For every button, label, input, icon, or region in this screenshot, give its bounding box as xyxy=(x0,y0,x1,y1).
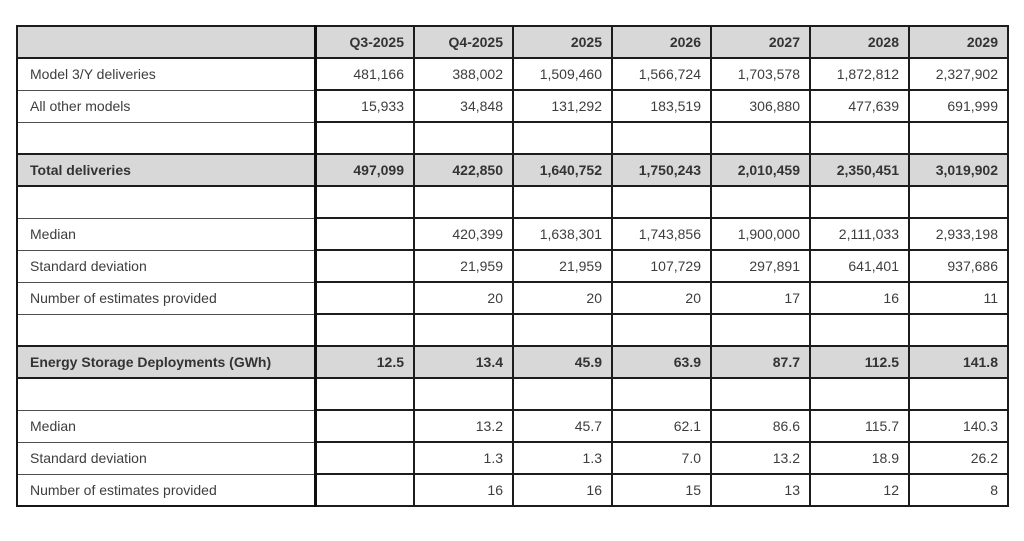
cell-value: 7.0 xyxy=(612,442,711,474)
cell-value xyxy=(909,122,1008,154)
cell-value xyxy=(810,186,909,218)
section-total-row xyxy=(17,346,1008,378)
cell-value xyxy=(315,282,414,314)
cell-value xyxy=(414,122,513,154)
cell-value: 2,933,198 xyxy=(909,218,1008,250)
column-header: 2028 xyxy=(810,26,909,58)
row-label: Total deliveries xyxy=(17,154,315,186)
cell-value: 8 xyxy=(909,474,1008,506)
cell-value xyxy=(513,378,612,410)
cell-value: 641,401 xyxy=(810,250,909,282)
cell-value: 16 xyxy=(513,474,612,506)
cell-value: 1,872,812 xyxy=(810,58,909,90)
cell-value: 1,566,724 xyxy=(612,58,711,90)
cell-value: 107,729 xyxy=(612,250,711,282)
cell-value: 2,010,459 xyxy=(711,154,810,186)
cell-value: 17 xyxy=(711,282,810,314)
cell-value: 86.6 xyxy=(711,410,810,442)
column-header: Q3-2025 xyxy=(315,26,414,58)
cell-value: 497,099 xyxy=(315,154,414,186)
cell-value: 3,019,902 xyxy=(909,154,1008,186)
cell-value xyxy=(810,314,909,346)
column-header: 2029 xyxy=(909,26,1008,58)
cell-value: 691,999 xyxy=(909,90,1008,122)
cell-value: 1,900,000 xyxy=(711,218,810,250)
cell-value: 15,933 xyxy=(315,90,414,122)
cell-value: 1,638,301 xyxy=(513,218,612,250)
cell-value: 26.2 xyxy=(909,442,1008,474)
cell-value xyxy=(315,186,414,218)
cell-value: 34,848 xyxy=(414,90,513,122)
cell-value xyxy=(513,122,612,154)
table-row xyxy=(17,218,1008,250)
cell-value xyxy=(315,442,414,474)
table-row xyxy=(17,410,1008,442)
column-header: 2027 xyxy=(711,26,810,58)
table-row xyxy=(17,474,1008,506)
spacer-row xyxy=(17,378,1008,410)
cell-value: 13.2 xyxy=(414,410,513,442)
spacer-row xyxy=(17,186,1008,218)
cell-value: 20 xyxy=(612,282,711,314)
row-label: Number of estimates provided xyxy=(17,282,315,314)
cell-value: 1,703,578 xyxy=(711,58,810,90)
table-row xyxy=(17,250,1008,282)
cell-value: 21,959 xyxy=(513,250,612,282)
cell-value: 422,850 xyxy=(414,154,513,186)
cell-value: 12 xyxy=(810,474,909,506)
cell-value: 388,002 xyxy=(414,58,513,90)
cell-value xyxy=(414,186,513,218)
cell-value xyxy=(711,378,810,410)
cell-value: 1,640,752 xyxy=(513,154,612,186)
cell-value: 112.5 xyxy=(810,346,909,378)
cell-value: 13.4 xyxy=(414,346,513,378)
cell-value: 183,519 xyxy=(612,90,711,122)
cell-value: 63.9 xyxy=(612,346,711,378)
row-label xyxy=(17,122,315,154)
cell-value xyxy=(909,314,1008,346)
cell-value: 13 xyxy=(711,474,810,506)
cell-value: 2,327,902 xyxy=(909,58,1008,90)
spacer-row xyxy=(17,314,1008,346)
column-header: 2025 xyxy=(513,26,612,58)
cell-value xyxy=(414,378,513,410)
row-label: Median xyxy=(17,218,315,250)
row-label: Number of estimates provided xyxy=(17,474,315,506)
cell-value xyxy=(513,314,612,346)
cell-value xyxy=(315,218,414,250)
cell-value: 2,111,033 xyxy=(810,218,909,250)
cell-value: 45.9 xyxy=(513,346,612,378)
cell-value xyxy=(612,186,711,218)
corner-cell xyxy=(17,26,315,58)
cell-value xyxy=(909,378,1008,410)
cell-value xyxy=(315,474,414,506)
row-label: Standard deviation xyxy=(17,250,315,282)
row-label xyxy=(17,186,315,218)
row-label: Standard deviation xyxy=(17,442,315,474)
row-label: Model 3/Y deliveries xyxy=(17,58,315,90)
cell-value: 12.5 xyxy=(315,346,414,378)
cell-value: 115.7 xyxy=(810,410,909,442)
cell-value xyxy=(612,314,711,346)
cell-value: 18.9 xyxy=(810,442,909,474)
cell-value xyxy=(711,186,810,218)
cell-value: 11 xyxy=(909,282,1008,314)
cell-value: 21,959 xyxy=(414,250,513,282)
cell-value: 306,880 xyxy=(711,90,810,122)
cell-value xyxy=(612,122,711,154)
column-header: Q4-2025 xyxy=(414,26,513,58)
cell-value: 141.8 xyxy=(909,346,1008,378)
row-label: Energy Storage Deployments (GWh) xyxy=(17,346,315,378)
cell-value: 420,399 xyxy=(414,218,513,250)
cell-value: 1.3 xyxy=(414,442,513,474)
cell-value: 131,292 xyxy=(513,90,612,122)
cell-value xyxy=(810,378,909,410)
cell-value: 16 xyxy=(810,282,909,314)
cell-value: 87.7 xyxy=(711,346,810,378)
cell-value xyxy=(711,314,810,346)
cell-value xyxy=(909,186,1008,218)
cell-value xyxy=(315,410,414,442)
section-total-row xyxy=(17,154,1008,186)
cell-value: 297,891 xyxy=(711,250,810,282)
estimates-table-container xyxy=(16,25,1009,507)
cell-value xyxy=(810,122,909,154)
row-label xyxy=(17,314,315,346)
cell-value: 16 xyxy=(414,474,513,506)
cell-value: 20 xyxy=(414,282,513,314)
cell-value: 45.7 xyxy=(513,410,612,442)
cell-value xyxy=(315,378,414,410)
cell-value: 1,750,243 xyxy=(612,154,711,186)
cell-value xyxy=(315,314,414,346)
estimates-table xyxy=(16,25,1009,507)
row-label: Median xyxy=(17,410,315,442)
table-body xyxy=(17,58,1008,506)
cell-value: 62.1 xyxy=(612,410,711,442)
cell-value: 477,639 xyxy=(810,90,909,122)
cell-value: 20 xyxy=(513,282,612,314)
cell-value xyxy=(315,250,414,282)
cell-value: 15 xyxy=(612,474,711,506)
cell-value xyxy=(711,122,810,154)
cell-value: 1,509,460 xyxy=(513,58,612,90)
column-header: 2026 xyxy=(612,26,711,58)
table-row xyxy=(17,58,1008,90)
cell-value: 1,743,856 xyxy=(612,218,711,250)
cell-value xyxy=(612,378,711,410)
spacer-row xyxy=(17,122,1008,154)
cell-value: 1.3 xyxy=(513,442,612,474)
table-row xyxy=(17,90,1008,122)
cell-value xyxy=(315,122,414,154)
cell-value: 2,350,451 xyxy=(810,154,909,186)
row-label xyxy=(17,378,315,410)
cell-value: 13.2 xyxy=(711,442,810,474)
cell-value: 481,166 xyxy=(315,58,414,90)
cell-value: 140.3 xyxy=(909,410,1008,442)
table-row xyxy=(17,282,1008,314)
table-row xyxy=(17,442,1008,474)
row-label: All other models xyxy=(17,90,315,122)
cell-value xyxy=(513,186,612,218)
cell-value xyxy=(414,314,513,346)
header-row xyxy=(17,26,1008,58)
cell-value: 937,686 xyxy=(909,250,1008,282)
